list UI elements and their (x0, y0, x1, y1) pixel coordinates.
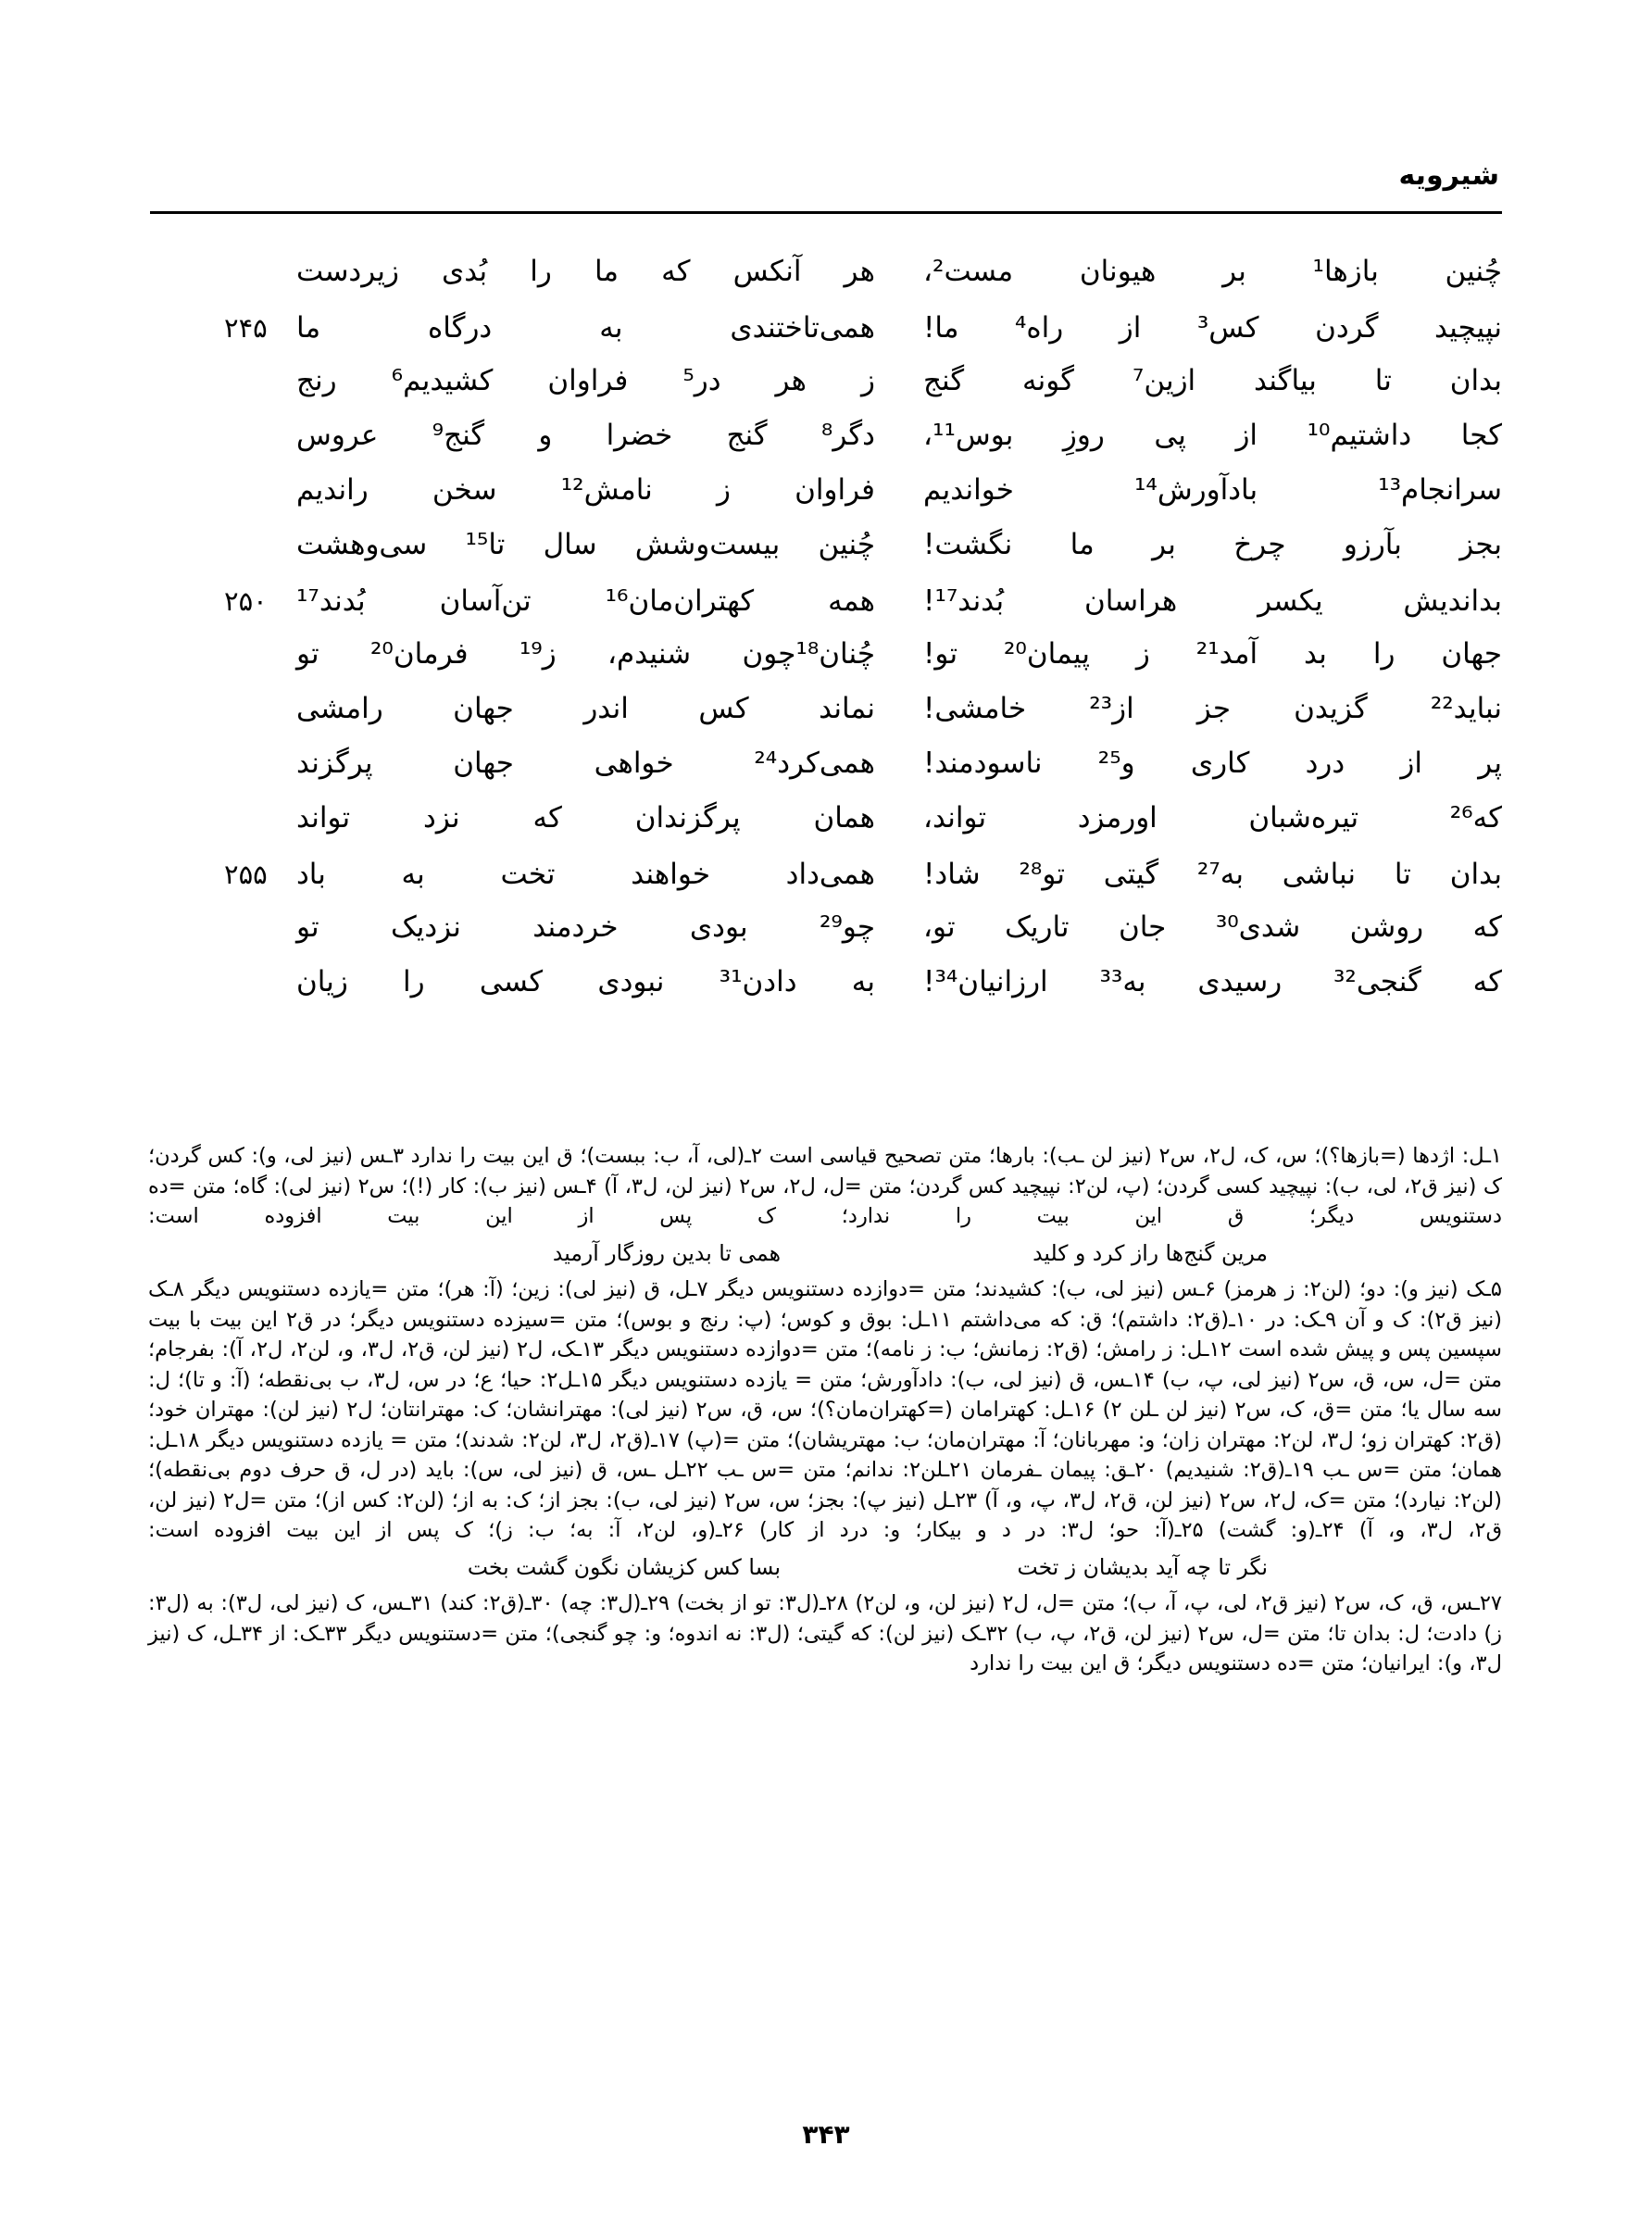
verse-row (150, 859, 1502, 913)
hemistich-first: فراوان ز نامش¹² سخن راندیم (296, 473, 875, 507)
inline-verse-hemistich-first: همی تا بدین روزگار آرمید (552, 1239, 781, 1266)
hemistich-second: که²⁶ تیره‌شبان اورمزد تواند، (923, 801, 1502, 835)
inline-verse-hemistich-second: مرین گنج‌ها راز کرد و کلید (1032, 1239, 1268, 1266)
apparatus-inline-verse (148, 1552, 1502, 1583)
verse-row (150, 585, 1502, 640)
verse-number: ۲۵۵ (224, 859, 268, 890)
hemistich-second: چُنین بازها¹ بر هیونان مست²، (923, 255, 1502, 288)
verse-row (150, 528, 1502, 585)
verse-block (150, 257, 1502, 1023)
hemistich-first: همی‌کرد²⁴ خواهی جهان پرگزند (296, 747, 875, 780)
inline-verse-hemistich-second: نگر تا چه آید بدیشان ز تخت (1017, 1553, 1268, 1580)
hemistich-second: کجا داشتیم¹⁰ از پی روزِ بوس¹¹، (923, 419, 1502, 452)
verse-row (150, 637, 1502, 695)
hemistich-first: همی‌تاختندی به درگاه ما (296, 311, 875, 345)
hemistich-first: دگر⁸ گنج خضرا و گنج⁹ عروس (296, 419, 875, 452)
hemistich-second: جهان را بد آمد²¹ ز پیمان²⁰ تو! (923, 637, 1502, 671)
hemistich-first: همه کهتران‌مان¹⁶ تن‌آسان بُدند¹⁷ (296, 584, 875, 618)
running-head: شیرویه (1398, 159, 1499, 192)
hemistich-second: سرانجام¹³ بادآورش¹⁴ خواندیم (923, 473, 1502, 507)
hemistich-second: نپیچید گردن کس³ از راه⁴ ما! (923, 311, 1502, 345)
verse-row (150, 473, 1502, 531)
hemistich-first: چو²⁹ بودی خردمند نزدیک تو (296, 910, 875, 944)
verse-row (150, 364, 1502, 421)
verse-row (150, 692, 1502, 749)
hemistich-second: بدان تا نباشی به²⁷ گیتی تو²⁸ شاد! (923, 858, 1503, 891)
hemistich-second: بدان تا بیاگند ازین⁷ گونه گنج (923, 364, 1502, 397)
verse-row (150, 421, 1502, 476)
hemistich-first: چُنین بیست‌وشش سال تا¹⁵ سی‌وهشت (296, 528, 875, 561)
verse-row (150, 965, 1502, 1023)
hemistich-first: همی‌داد خواهند تخت به باد (296, 858, 875, 891)
hemistich-first: هر آنکس که ما را بُدی زیردست (296, 255, 875, 288)
hemistich-first: همان پرگزندان که نزد تواند (296, 801, 875, 835)
verse-row (150, 312, 1502, 367)
apparatus-paragraph: ۲۷ـس، ق، ک، س۲ (نیز ق۲، لی، پ، آ، ب)؛ متن =ل، ل۲ (نیز لن، و، لن۲) ۲۸ـ(ل۳: تو از بخت) ۲۹ـ(ل۳: چه) ۳۰ـ(ق۲: کند) ۳۱ـس، ک (نیز لی، ل۳): به (ل۳: ز) دادت؛ ل: بدان تا؛ متن =ل، س۲ (نیز لن، ق۲، پ، ب) ۳۲ـک (نیز لن): که گیتی؛ (ل۳: نه اندوه؛ و: چو گنجی)؛ متن =دستنویس دیگر ۳۳ـک: از ۳۴ـل، ک (نیز ل۳، و): ایرانیان؛ متن =ده دستنویس دیگر؛ ق این بیت را ندارد (148, 1591, 1503, 1676)
verse-number: ۲۴۵ (224, 312, 268, 344)
header-rule (150, 211, 1502, 214)
hemistich-second: که گنجی³² رسیدی به³³ ارزانیان³⁴! (923, 965, 1502, 998)
hemistich-second: بجز بآرزو چرخ بر ما نگشت! (923, 528, 1502, 561)
verse-number: ۲۵۰ (224, 585, 268, 617)
hemistich-second: نباید²² گزیدن جز از²³ خامشی! (923, 692, 1502, 725)
hemistich-second: بداندیش یکسر هراسان بُدند¹⁷! (923, 584, 1502, 618)
hemistich-second: پر از درد کاری و²⁵ ناسودمند! (923, 747, 1502, 780)
inline-verse-hemistich-first: بسا کس کزیشان نگون گشت بخت (467, 1553, 781, 1580)
folio-number: ۳۴۳ (802, 2119, 850, 2150)
critical-apparatus (148, 1141, 1502, 1679)
verse-row (150, 257, 1502, 312)
hemistich-first: نماند کس اندر جهان رامشی (296, 692, 875, 725)
hemistich-first: چُنان¹⁸چون شنیدم، ز¹⁹ فرمان²⁰ تو (296, 637, 875, 671)
verse-row (150, 749, 1502, 804)
apparatus-inline-verse (148, 1238, 1502, 1269)
hemistich-second: که روشن شدی³⁰ جان تاریک تو، (923, 910, 1502, 944)
apparatus-paragraph: ۱ـل: اژدها (=بازها؟)؛ س، ک، ل۲، س۲ (نیز لن ـب): بارها؛ متن تصحیح قیاسی است ۲ـ(لی، آ، ب: ببست)؛ ق این بیت را ندارد ۳ـس (نیز لی، و): کس گردن؛ ک (نیز ق۲، لی، ب): نپیچید کسی گردن؛ (پ، لن۲: نپیچید کس گردن؛ متن =ل، ل۲، س۲ (نیز لن، ل۳، آ) ۴ـس (نیز ب): کار (!)؛ س۲ (نیز لی): گاه؛ متن =ده دستنویس دیگر؛ ق این بیت را ندارد؛ ک پس از این بیت افزوده است: (148, 1144, 1503, 1228)
verse-row (150, 910, 1502, 968)
apparatus-paragraph: ۵ـک (نیز و): دو؛ (لن۲: ز هرمز) ۶ـس (نیز لی، ب): کشیدند؛ متن =دوازده دستنویس دیگر ۷ـل، ق (نیز لی): زین؛ (آ: هر)؛ متن =یازده دستنویس دیگر ۸ـک (نیز ق۲): ک و آن ۹ـک: در ۱۰ـ(ق۲: داشتم)؛ ق: که می‌داشتم ۱۱ـل: بوق و کوس؛ (پ: رنج و بوس)؛ متن =سیزده دستنویس دیگر؛ در ق۲ این بیت با بیت سپسین پس و پیش شده است ۱۲ـل: ز رامش؛ (ق۲: زمانش؛ ب: ز نامه)؛ متن =دوازده دستنویس دیگر ۱۳ـک، ل۲ (نیز لن، ق۲، ل۳، و، لن۲، ل۲، آ): بفرجام؛ متن =ل، س، ق، س۲ (نیز لی، پ، ب) ۱۴ـس، ق (نیز لی، ب): دادآورش؛ متن = یازده دستنویس دیگر ۱۵ـل۲: حیا؛ ع؛ در س، ل۳، ب بی‌نقطه؛ (آ: و تا)؛ ل: سه سال یا؛ متن =ق، ک، س۲ (نیز لن ـلن ۲) ۱۶ـل: کهترامان (=کهتران‌مان؟)؛ س، ق، س۲ (نیز لی): مهترانشان؛ ک: مهترانتان؛ ل۲ (نیز لن): مهتران خود؛ (ق۲: کهتران زو؛ ل۳، لن۲: مهتران زان؛ و: مهربانان؛ آ: مهتران‌مان؛ ب: مهتریشان)؛ متن =(پ) ۱۷ـ(ق۲، ل۳، لن۲: شدند)؛ متن = یازده دستنویس دیگر ۱۸ـل: همان؛ متن =س ـب ۱۹ـ(ق۲: شنیدیم) ۲۰ـق: پیمان ـفرمان ۲۱ـلن۲: ندانم؛ متن =س ـب ۲۲ـل ـس، ق (نیز لی، س): باید (در ل، ق حرف دوم بی‌نقطه)؛ (لن۲: نیارد)؛ متن =ک، ل۲، س۲ (نیز لن، ق۲، ل۳، پ، و، آ) ۲۳ـل (نیز پ): بجز؛ س، س۲ (نیز لی، ب): بجز از؛ ک: به از؛ (لن۲: کس از)؛ متن =ل۲ (نیز لن، ق۲، ل۳، و، آ) ۲۴ـ(و: گشت) ۲۵ـ(آ: حو؛ ل۳: در د و بیکار؛ و: درد از کار) ۲۶ـ(و، لن۲، آ: به؛ ب: ز)؛ ک پس از این بیت افزوده است: (148, 1277, 1503, 1542)
verse-row (150, 801, 1502, 859)
hemistich-first: ز هر در⁵ فراوان کشیدیم⁶ رنج (296, 364, 875, 397)
hemistich-first: به دادن³¹ نبودی کسی را زیان (296, 965, 875, 998)
